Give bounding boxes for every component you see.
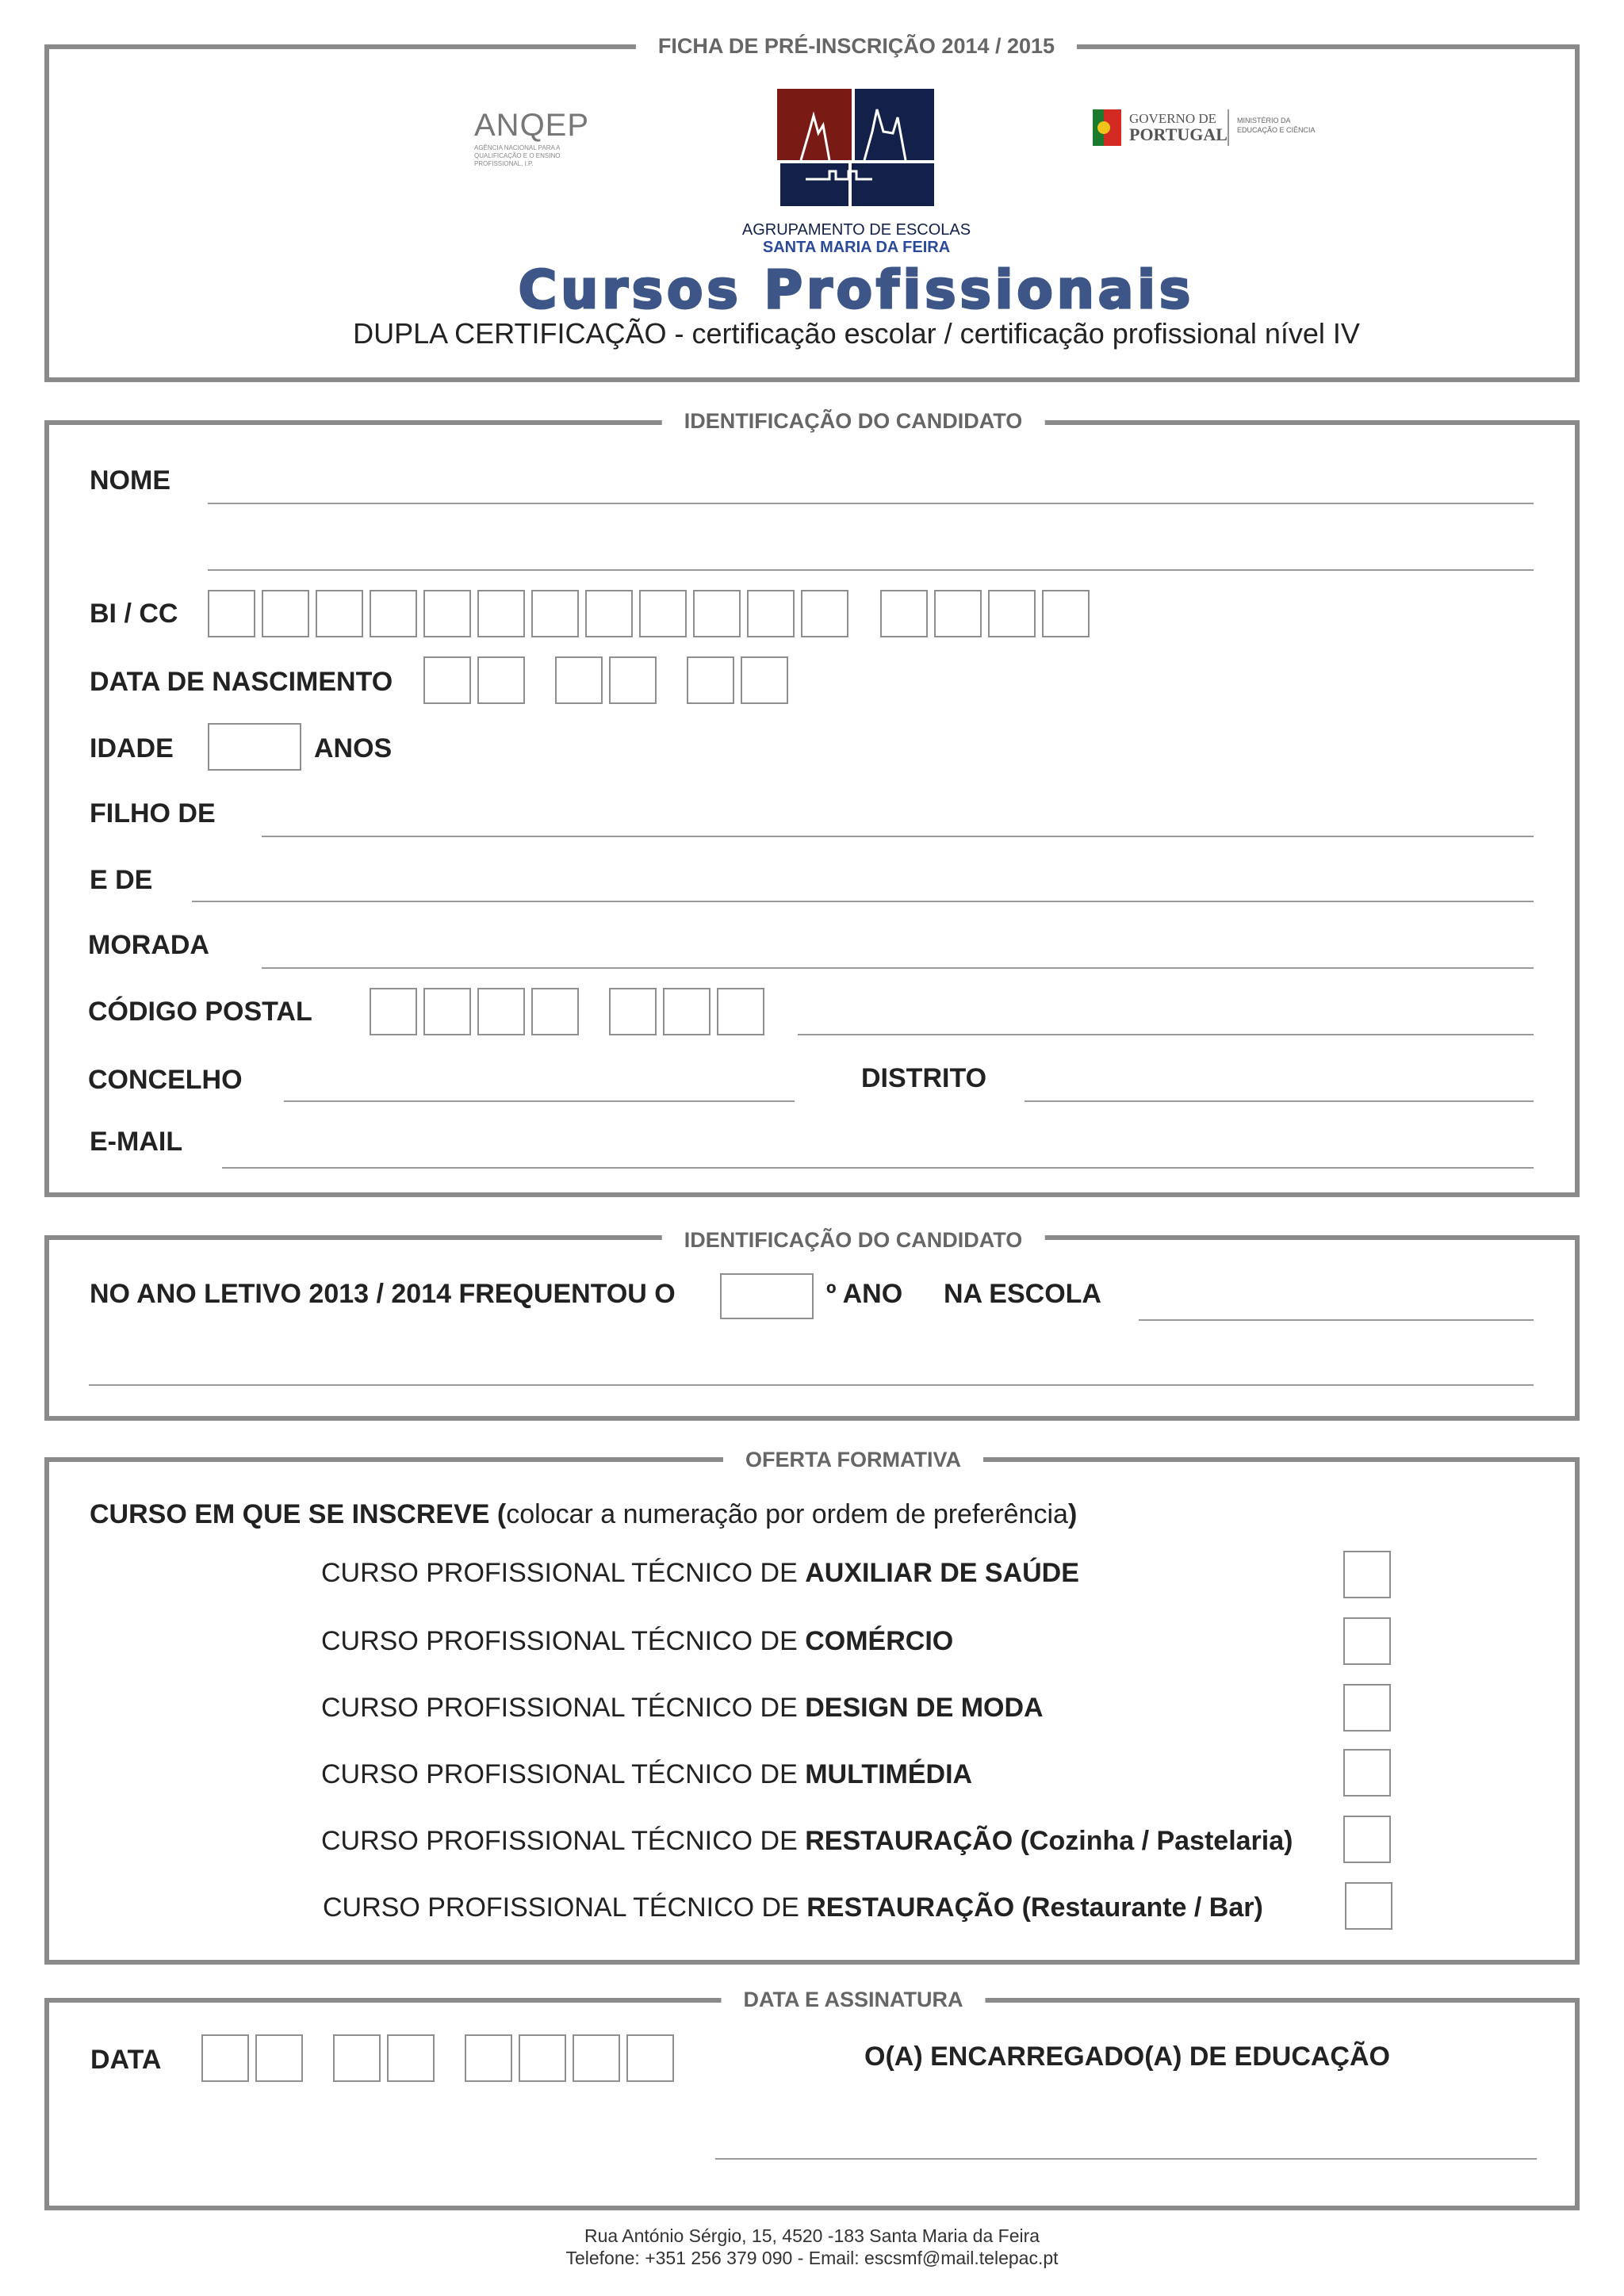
course-item-restauracao-cozinha (321, 1825, 1293, 1857)
governo-portugal-logo (1091, 105, 1337, 152)
postal-code-box[interactable] (370, 988, 417, 1035)
sign-day-box[interactable] (255, 2034, 303, 2082)
anos-label: ANOS (314, 733, 393, 763)
e-de-line[interactable] (192, 901, 1534, 902)
ano-label: º ANO (826, 1279, 903, 1309)
escola-line-2[interactable] (89, 1384, 1534, 1386)
nome-label: NOME (90, 465, 170, 496)
encarregado-label: O(A) ENCARREGADO(A) DE EDUCAÇÃO (864, 2042, 1390, 2072)
anqep-logo (474, 109, 617, 173)
bi-cc-check-box[interactable] (1042, 590, 1090, 637)
bi-cc-digit-box[interactable] (316, 590, 363, 637)
postal-code-box[interactable] (423, 988, 471, 1035)
bi-cc-digit-box[interactable] (639, 590, 687, 637)
escola-line[interactable] (1139, 1319, 1534, 1321)
schooling-legend: IDENTIFICAÇÃO DO CANDIDATO (662, 1228, 1045, 1252)
governo-text (1129, 111, 1228, 143)
nome-line-1[interactable] (208, 503, 1534, 504)
birth-month-box[interactable] (555, 656, 603, 704)
course-prefix: CURSO PROFISSIONAL TÉCNICO DE (321, 1759, 806, 1789)
school-year-box[interactable] (720, 1273, 814, 1319)
course-name: RESTAURAÇÃO (806, 1892, 1015, 1923)
identification-panel (44, 420, 1580, 1197)
course-preference-box[interactable] (1343, 1684, 1391, 1732)
bi-cc-digit-box[interactable] (262, 590, 309, 637)
filho-de-label: FILHO DE (90, 798, 216, 828)
email-label: E-MAIL (90, 1127, 183, 1157)
data-label: DATA (90, 2045, 162, 2075)
signature-panel (44, 1998, 1580, 2210)
course-suffix: (Restaurante / Bar) (1014, 1892, 1263, 1923)
oferta-intro-normal: colocar a numeração por ordem de preferência (506, 1499, 1068, 1529)
signature-legend: DATA E ASSINATURA (722, 1988, 986, 2011)
idade-label: IDADE (90, 733, 174, 763)
postal-code-suffix-box[interactable] (663, 988, 710, 1035)
distrito-label: DISTRITO (861, 1063, 987, 1093)
portugal-flag-icon (1091, 106, 1123, 149)
course-name: COMÉRCIO (805, 1626, 954, 1656)
course-preference-box[interactable] (1343, 1749, 1391, 1797)
course-item-design-moda (321, 1692, 1044, 1724)
sign-year-box[interactable] (626, 2034, 674, 2082)
concelho-line[interactable] (284, 1100, 795, 1102)
distrito-line[interactable] (1025, 1100, 1534, 1102)
governo-line2: PORTUGAL (1129, 124, 1228, 144)
oferta-intro-end: ) (1067, 1499, 1078, 1529)
course-preference-box[interactable] (1343, 1617, 1391, 1665)
morada-label: MORADA (88, 930, 209, 960)
data-nascimento-label: DATA DE NASCIMENTO (90, 667, 393, 697)
course-preference-box[interactable] (1343, 1816, 1391, 1863)
governo-divider (1228, 109, 1229, 146)
bi-cc-digit-box[interactable] (477, 590, 525, 637)
school-logo-line2: SANTA MARIA DA FEIRA (762, 239, 951, 256)
dual-certification-subtitle: DUPLA CERTIFICAÇÃO - certificação escolar / certificação profissional nível IV (353, 317, 1360, 350)
course-prefix: CURSO PROFISSIONAL TÉCNICO DE (321, 1558, 806, 1588)
frequentou-label: NO ANO LETIVO 2013 / 2014 FREQUENTOU O (90, 1279, 676, 1309)
filho-de-line[interactable] (262, 836, 1534, 837)
anqep-logo-caption: AGÊNCIA NACIONAL PARA A QUALIFICAÇÃO E O ENSINO PROFISSIONAL, I.P. (474, 144, 561, 167)
oferta-intro (90, 1498, 1077, 1530)
sign-month-box[interactable] (333, 2034, 381, 2082)
postal-code-suffix-box[interactable] (717, 988, 764, 1035)
birth-year-box[interactable] (687, 656, 734, 704)
course-prefix: CURSO PROFISSIONAL TÉCNICO DE (321, 1693, 806, 1723)
oferta-formativa-legend: OFERTA FORMATIVA (723, 1448, 983, 1471)
bi-cc-digit-box[interactable] (801, 590, 848, 637)
postal-code-box[interactable] (531, 988, 579, 1035)
schooling-panel (44, 1235, 1580, 1421)
course-item-comercio (321, 1625, 953, 1657)
bi-cc-check-box[interactable] (880, 590, 928, 637)
course-item-restauracao-bar (323, 1892, 1263, 1923)
birth-day-box[interactable] (477, 656, 525, 704)
course-name: AUXILIAR DE SAÚDE (805, 1558, 1079, 1588)
email-line[interactable] (222, 1167, 1534, 1169)
course-suffix: (Cozinha / Pastelaria) (1013, 1826, 1293, 1856)
cursos-profissionais-title: Cursos Profissionais (518, 259, 1195, 320)
bi-cc-digit-box[interactable] (208, 590, 255, 637)
course-name: DESIGN DE MODA (805, 1693, 1044, 1723)
bi-cc-digit-box[interactable] (370, 590, 417, 637)
sign-year-box[interactable] (573, 2034, 620, 2082)
course-name: RESTAURAÇÃO (805, 1826, 1013, 1856)
course-prefix: CURSO PROFISSIONAL TÉCNICO DE (321, 1626, 806, 1656)
bi-cc-label: BI / CC (90, 599, 178, 629)
identification-legend: IDENTIFICAÇÃO DO CANDIDATO (662, 409, 1045, 433)
school-logo-line1: AGRUPAMENTO DE ESCOLAS (741, 221, 971, 239)
idade-box[interactable] (208, 723, 301, 771)
footer-address: Rua António Sérgio, 15, 4520 -183 Santa Maria da Feira (584, 2225, 1040, 2246)
bi-cc-digit-box[interactable] (585, 590, 633, 637)
postal-code-box[interactable] (477, 988, 525, 1035)
castle-emblem-icon (730, 86, 983, 212)
course-item-auxiliar-saude (321, 1557, 1079, 1589)
form-title-legend: FICHA DE PRÉ-INSCRIÇÃO 2014 / 2015 (636, 34, 1077, 58)
concelho-label: CONCELHO (88, 1065, 243, 1095)
morada-line[interactable] (262, 967, 1534, 969)
birth-month-box[interactable] (609, 656, 657, 704)
nome-line-2[interactable] (208, 569, 1534, 571)
oferta-intro-bold: CURSO EM QUE SE INSCREVE ( (90, 1499, 507, 1529)
course-prefix: CURSO PROFISSIONAL TÉCNICO DE (321, 1826, 806, 1856)
sign-day-box[interactable] (201, 2034, 249, 2082)
bi-cc-digit-box[interactable] (693, 590, 741, 637)
bi-cc-digit-box[interactable] (747, 590, 795, 637)
bi-cc-digit-box[interactable] (423, 590, 471, 637)
birth-day-box[interactable] (423, 656, 471, 704)
footer-contact: Telefone: +351 256 379 090 - Email: escsmf@mail.telepac.pt (565, 2248, 1059, 2268)
birth-year-box[interactable] (741, 656, 788, 704)
postal-locality-line[interactable] (798, 1034, 1534, 1035)
course-preference-box[interactable] (1345, 1882, 1392, 1930)
governo-line1: GOVERNO DE (1129, 111, 1217, 126)
bi-cc-digit-box[interactable] (531, 590, 579, 637)
e-de-label: E DE (90, 865, 153, 895)
signature-line[interactable] (715, 2158, 1537, 2160)
school-logo (730, 86, 983, 256)
course-preference-box[interactable] (1343, 1551, 1391, 1598)
codigo-postal-label: CÓDIGO POSTAL (88, 997, 312, 1027)
anqep-logo-text: ANQEP (474, 108, 590, 143)
course-item-multimedia (321, 1758, 972, 1790)
course-name: MULTIMÉDIA (805, 1759, 973, 1789)
postal-code-suffix-box[interactable] (609, 988, 657, 1035)
course-prefix: CURSO PROFISSIONAL TÉCNICO DE (323, 1892, 807, 1923)
bi-cc-check-box[interactable] (934, 590, 982, 637)
sign-year-box[interactable] (465, 2034, 512, 2082)
ministry-text: MINISTÉRIO DA EDUCAÇÃO E CIÊNCIA (1237, 117, 1316, 134)
bi-cc-check-box[interactable] (988, 590, 1036, 637)
sign-month-box[interactable] (387, 2034, 435, 2082)
sign-year-box[interactable] (519, 2034, 566, 2082)
na-escola-label: NA ESCOLA (944, 1279, 1101, 1309)
